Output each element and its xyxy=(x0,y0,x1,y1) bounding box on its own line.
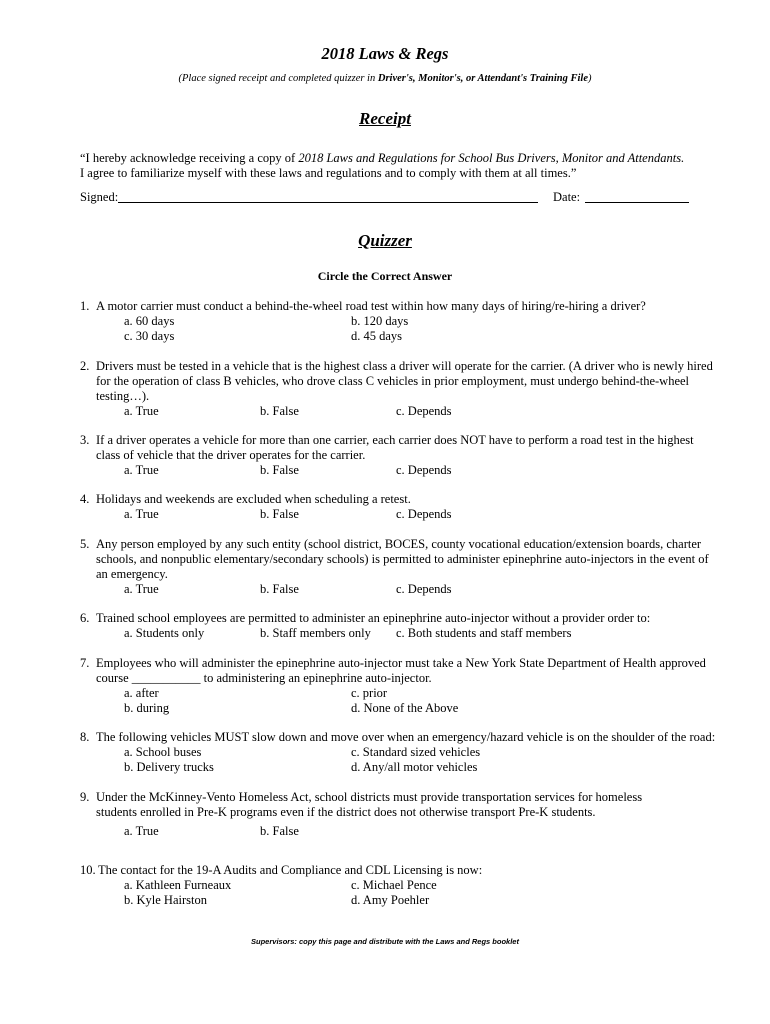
answer-option[interactable]: a. True xyxy=(124,507,159,521)
answer-option[interactable]: d. 45 days xyxy=(351,329,403,343)
receipt-text-italic: 2018 Laws and Regulations for School Bus Drivers, Monitor and Attendants. xyxy=(298,151,685,165)
receipt-line-2: I agree to familiarize myself with these laws and regulations and to comply with them at all times.” xyxy=(80,166,577,180)
signature-line[interactable] xyxy=(118,190,538,203)
question-number: 2. xyxy=(80,359,90,373)
question-text: The following vehicles MUST slow down and move over when an emergency/hazard vehicle is on the shoulder of the road: xyxy=(96,730,716,744)
receipt-text-prefix: “I hereby acknowledge receiving a copy of xyxy=(80,151,299,165)
question-2 xyxy=(80,359,720,419)
answer-option[interactable]: a. True xyxy=(124,463,159,477)
receipt-line-1 xyxy=(80,151,720,166)
answer-option[interactable]: d. Amy Poehler xyxy=(351,893,430,907)
signed-label: Signed: xyxy=(80,190,119,204)
subtitle-bold: Driver's, Monitor's, or Attendant's Training File xyxy=(377,73,588,84)
date-line[interactable] xyxy=(585,190,689,203)
document-title: 2018 Laws & Regs xyxy=(321,44,449,63)
answer-option[interactable]: b. False xyxy=(260,582,299,596)
quizzer-heading: Quizzer xyxy=(358,231,412,250)
question-text: The contact for the 19-A Audits and Compliance and CDL Licensing is now: xyxy=(98,863,483,877)
signature-row xyxy=(80,190,700,206)
answer-option[interactable]: b. False xyxy=(260,824,299,838)
question-text: Trained school employees are permitted to administer an epinephrine auto-injector without a provider order to: xyxy=(96,611,651,625)
receipt-heading: Receipt xyxy=(359,109,411,128)
question-text: Any person employed by any such entity (school district, BOCES, county vocational education/extension boards, charter schools, and nonpublic elementary/secondary schools) is permitted to administer epinephrine auto-injectors in the event of an emergency. xyxy=(96,537,709,581)
document-subtitle xyxy=(0,71,770,86)
answer-option[interactable]: a. Kathleen Furneaux xyxy=(124,878,232,892)
question-text: A motor carrier must conduct a behind-the-wheel road test within how many days of hiring/re-hiring a driver? xyxy=(96,299,646,313)
answer-option[interactable]: a. Students only xyxy=(124,626,205,640)
answer-option[interactable]: c. Depends xyxy=(396,404,452,418)
question-text: Drivers must be tested in a vehicle that is the highest class a driver will operate for the carrier. (A driver who is newly hired for the operation of class B vehicles, who drove class C vehicles in prior employment, must undergo behind-the-wheel testing…). xyxy=(96,359,713,403)
question-10 xyxy=(80,863,720,908)
answer-option[interactable]: c. Depends xyxy=(396,507,452,521)
question-text: Under the McKinney-Vento Homeless Act, school districts must provide transportation services for homeless students enrolled in Pre-K programs even if the district does not otherwise transport Pre-K students. xyxy=(96,790,643,819)
question-7 xyxy=(80,656,720,716)
question-5 xyxy=(80,537,720,597)
question-4 xyxy=(80,492,720,522)
quiz-instruction: Circle the Correct Answer xyxy=(317,269,453,283)
answer-option[interactable]: a. 60 days xyxy=(124,314,175,328)
question-text: Employees who will administer the epinephrine auto-injector must take a New York State Department of Health approved course ___________ to administering an epinephrine auto-injector. xyxy=(96,656,706,685)
question-number: 7. xyxy=(80,656,90,670)
question-text: Holidays and weekends are excluded when scheduling a retest. xyxy=(96,492,411,506)
answer-option[interactable]: c. Both students and staff members xyxy=(396,626,572,640)
answer-option[interactable]: a. School buses xyxy=(124,745,202,759)
answer-option[interactable]: a. True xyxy=(124,824,159,838)
answer-option[interactable]: a. True xyxy=(124,404,159,418)
question-text: If a driver operates a vehicle for more than one carrier, each carrier does NOT have to perform a road test in the highest class of vehicle that the driver operates for the carrier. xyxy=(96,433,694,462)
answer-option[interactable]: b. Staff members only xyxy=(260,626,371,640)
question-number: 9. xyxy=(80,790,90,804)
answer-option[interactable]: c. prior xyxy=(351,686,388,700)
answer-option[interactable]: a. True xyxy=(124,582,159,596)
question-number: 1. xyxy=(80,299,90,313)
supervisor-footer-note: Supervisors: copy this page and distribute with the Laws and Regs booklet xyxy=(251,937,519,946)
question-9 xyxy=(80,790,720,839)
question-number: 6. xyxy=(80,611,90,625)
answer-option[interactable]: c. 30 days xyxy=(124,329,175,343)
answer-option[interactable]: d. None of the Above xyxy=(351,701,459,715)
receipt-statement xyxy=(80,151,720,181)
answer-option[interactable]: b. Delivery trucks xyxy=(124,760,214,774)
question-number: 3. xyxy=(80,433,90,447)
question-1 xyxy=(80,299,720,344)
question-8 xyxy=(80,730,720,775)
subtitle-prefix: (Place signed receipt and completed quizzer in xyxy=(178,73,378,84)
question-number: 10. xyxy=(80,863,96,877)
answer-option[interactable]: c. Standard sized vehicles xyxy=(351,745,481,759)
date-label: Date: xyxy=(553,190,581,204)
question-3 xyxy=(80,433,720,478)
answer-option[interactable]: a. after xyxy=(124,686,159,700)
answer-option[interactable]: c. Depends xyxy=(396,582,452,596)
answer-option[interactable]: b. False xyxy=(260,404,299,418)
answer-option[interactable]: b. False xyxy=(260,463,299,477)
answer-option[interactable]: d. Any/all motor vehicles xyxy=(351,760,478,774)
answer-option[interactable]: c. Depends xyxy=(396,463,452,477)
question-number: 8. xyxy=(80,730,90,744)
answer-option[interactable]: b. False xyxy=(260,507,299,521)
answer-option[interactable]: b. during xyxy=(124,701,170,715)
answer-option[interactable]: b. 120 days xyxy=(351,314,409,328)
answer-option[interactable]: b. Kyle Hairston xyxy=(124,893,207,907)
question-6 xyxy=(80,611,720,641)
question-number: 4. xyxy=(80,492,90,506)
answer-option[interactable]: c. Michael Pence xyxy=(351,878,437,892)
subtitle-suffix: ) xyxy=(588,73,592,84)
question-number: 5. xyxy=(80,537,90,551)
